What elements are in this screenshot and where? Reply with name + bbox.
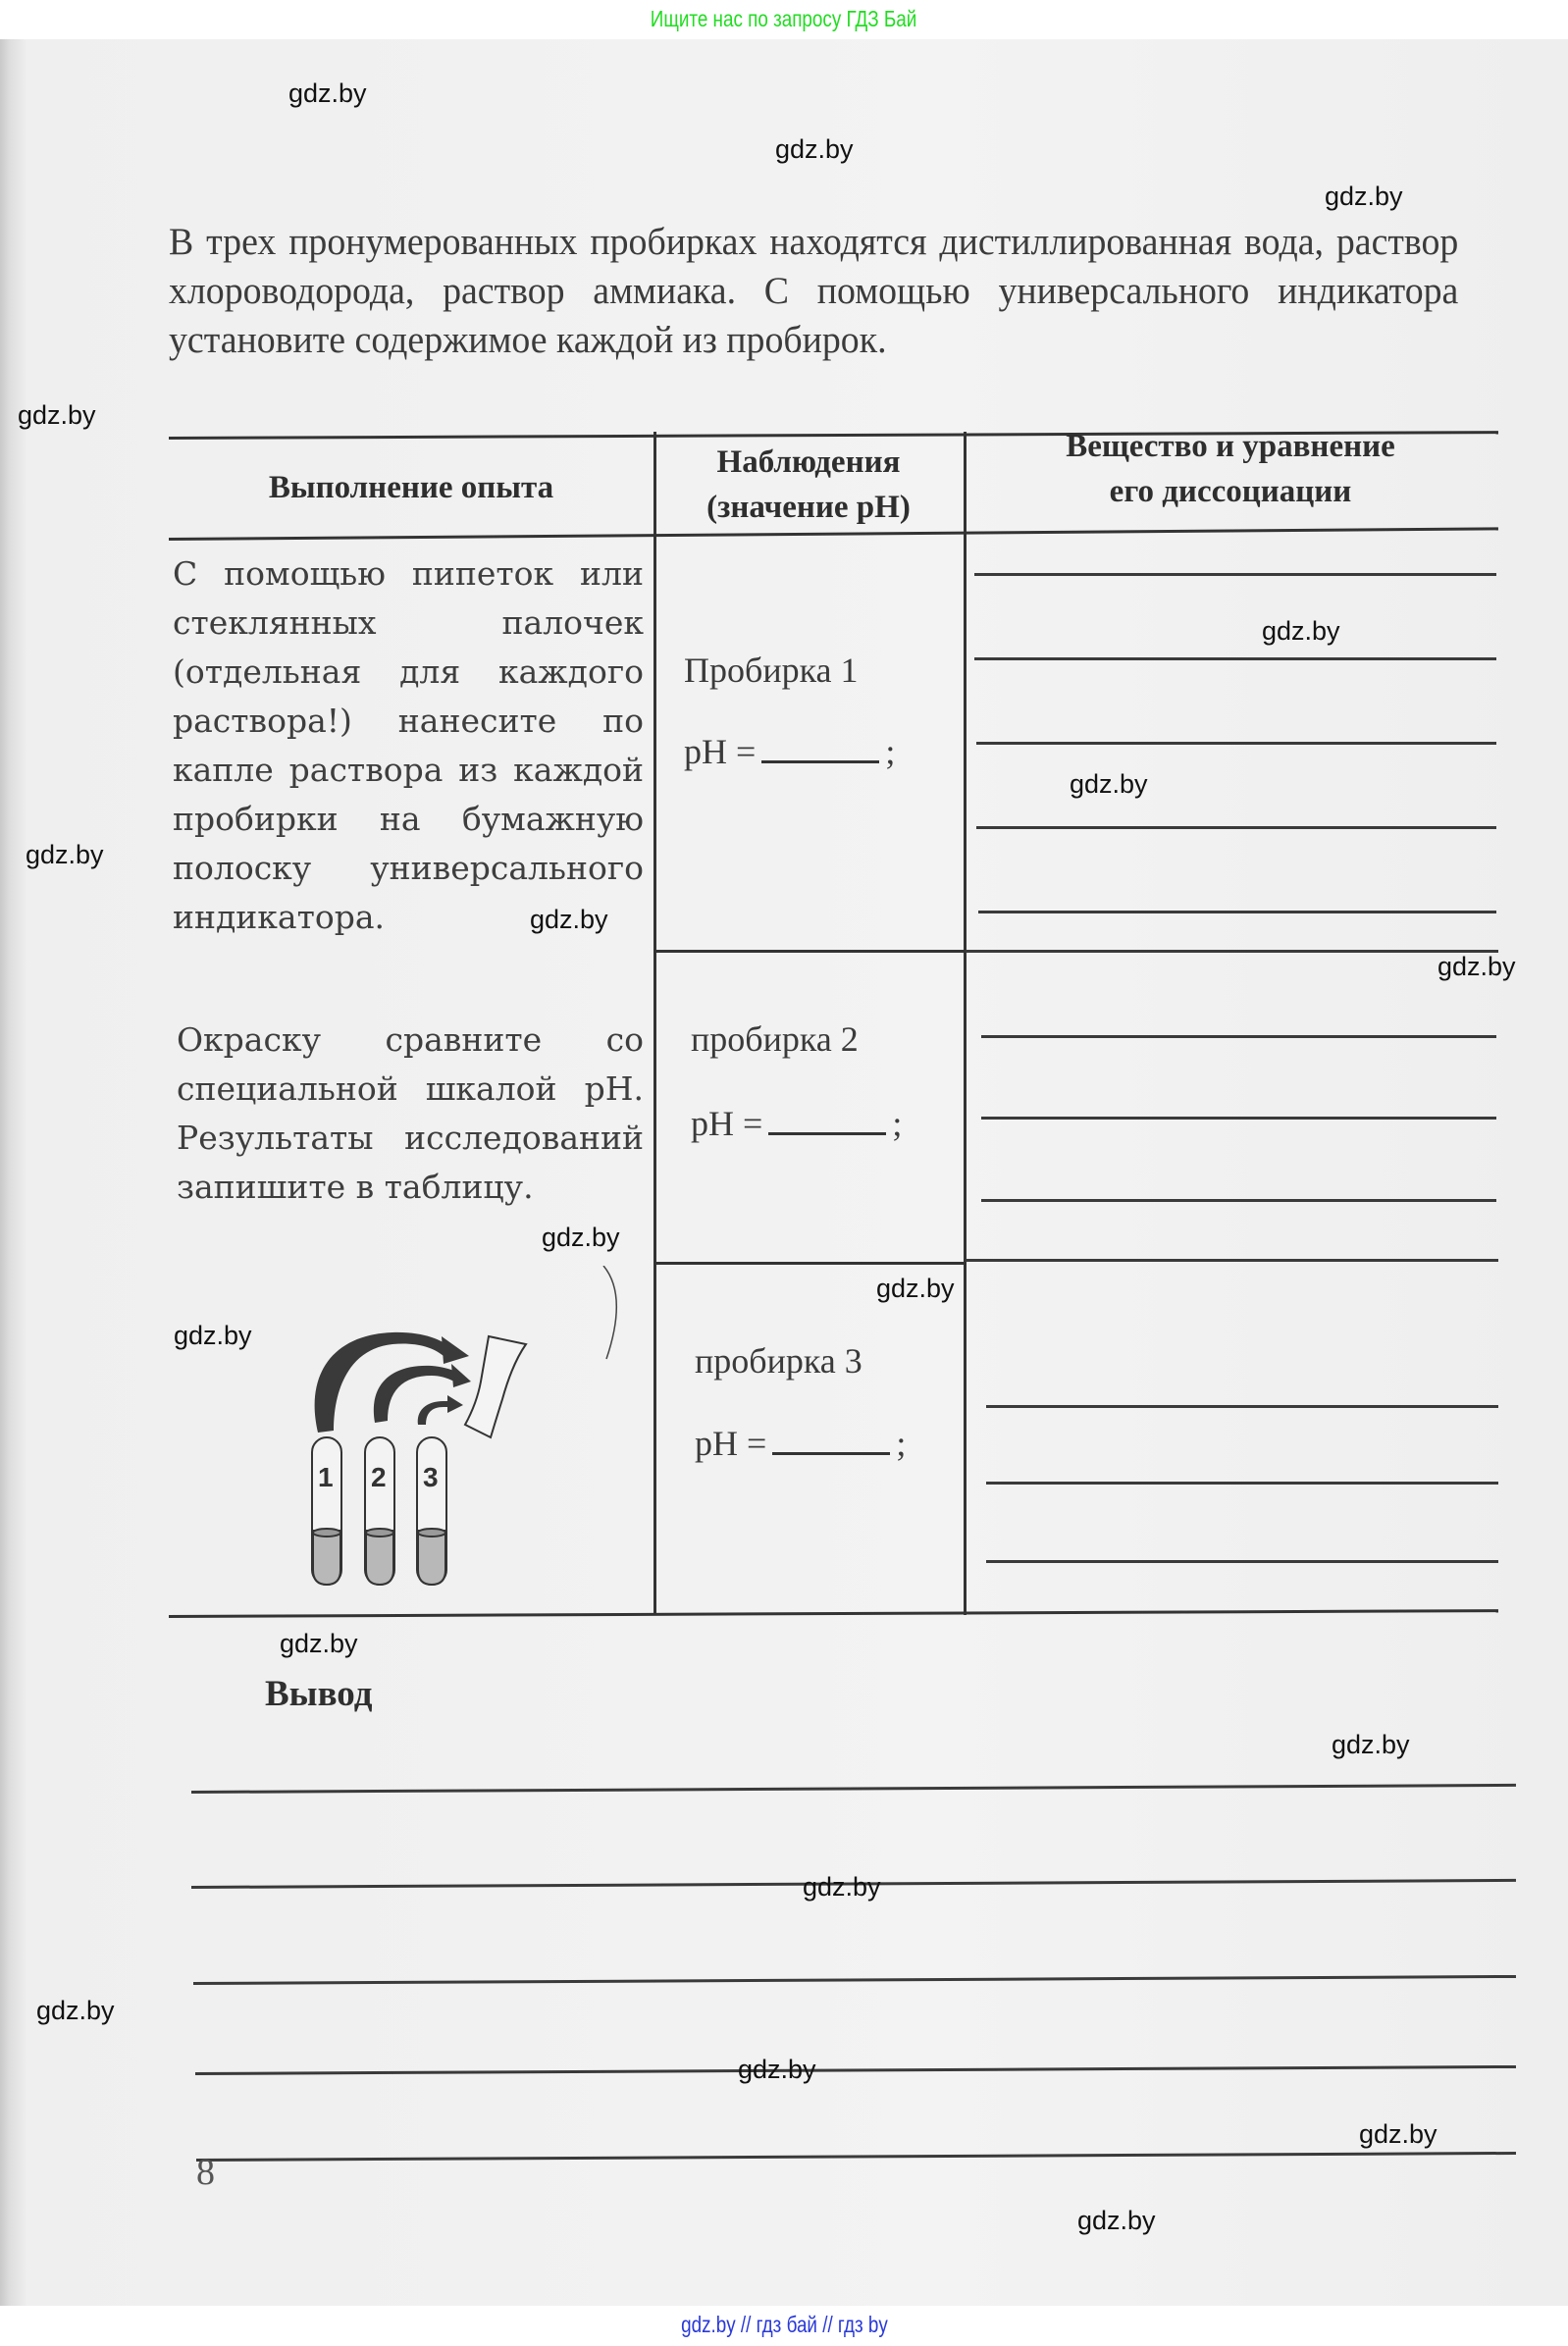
task-intro-text: В трех пронумерованных пробирках находятся дистиллированная вода, раствор хлороводорода, раствор аммиака. С помощью универсального индикатора установите содержимое каждой из пробирок. bbox=[169, 221, 1459, 361]
header-substance bbox=[966, 424, 1495, 514]
watermark: gdz.by bbox=[1077, 2206, 1156, 2235]
header-observations bbox=[653, 440, 964, 530]
ph-label: pH = bbox=[695, 1424, 767, 1463]
header-procedure: Выполнение опыта bbox=[268, 470, 554, 505]
answer-line[interactable] bbox=[978, 911, 1496, 913]
test-tubes-illustration bbox=[294, 1266, 648, 1599]
watermark: gdz.by bbox=[26, 840, 104, 869]
header-substance-line1: Вещество и уравнение bbox=[1066, 429, 1395, 464]
table-col-divider-1 bbox=[653, 432, 656, 1615]
answer-line[interactable] bbox=[981, 1199, 1496, 1202]
tube-3-label: пробирка 3 bbox=[695, 1341, 862, 1381]
ph-1-input[interactable] bbox=[761, 733, 879, 763]
watermark: gdz.by bbox=[1070, 769, 1148, 799]
arrow-icon bbox=[315, 1332, 471, 1433]
ph-label: pH = bbox=[691, 1104, 763, 1143]
procedure-instructions-2: Окраску сравните со специальной шкалой pH. Результаты исследований запишите в таблицу. bbox=[177, 1020, 644, 1206]
watermark: gdz.by bbox=[803, 1872, 881, 1902]
tube-1-ph bbox=[684, 731, 895, 772]
answer-line[interactable] bbox=[974, 657, 1496, 660]
tube-number-2: 2 bbox=[371, 1462, 387, 1492]
tube-number-3: 3 bbox=[423, 1462, 439, 1492]
ph-label: pH = bbox=[684, 732, 757, 771]
watermark: gdz.by bbox=[738, 2055, 816, 2084]
watermark: gdz.by bbox=[1359, 2119, 1437, 2149]
tube-2-ph bbox=[691, 1103, 902, 1144]
tube-1-label: Пробирка 1 bbox=[684, 651, 859, 690]
top-banner bbox=[0, 0, 1568, 39]
watermark: gdz.by bbox=[542, 1223, 620, 1252]
watermark: gdz.by bbox=[174, 1321, 252, 1350]
conclusion-heading: Вывод bbox=[265, 1674, 373, 1714]
ph-end: ; bbox=[896, 1424, 907, 1463]
ph-3-input[interactable] bbox=[772, 1425, 890, 1455]
answer-line[interactable] bbox=[981, 1035, 1496, 1038]
answer-line[interactable] bbox=[976, 742, 1496, 745]
watermark: gdz.by bbox=[36, 1996, 115, 2025]
watermark: gdz.by bbox=[876, 1274, 955, 1303]
answer-line[interactable] bbox=[966, 950, 1498, 953]
tube-number-1: 1 bbox=[318, 1462, 334, 1492]
bottom-banner bbox=[0, 2306, 1568, 2346]
procedure-instructions-1: С помощью пипеток или стеклянных палочек (отдельная для каждого раствора!) нанесите по капле раствора из каждой пробирки на бумажную полоску универсального индикатора. bbox=[173, 554, 644, 936]
watermark: gdz.by bbox=[1437, 952, 1516, 981]
watermark: gdz.by bbox=[530, 905, 608, 934]
row-divider-1 bbox=[653, 950, 966, 953]
test-tube-icons bbox=[312, 1437, 446, 1585]
watermark: gdz.by bbox=[775, 134, 854, 164]
top-banner-text[interactable]: Ищите нас по запросу ГДЗ Бай bbox=[651, 6, 917, 31]
answer-line[interactable] bbox=[974, 573, 1496, 576]
answer-line[interactable] bbox=[981, 1117, 1496, 1120]
bottom-banner-links[interactable]: gdz.by // гдз бай // гдз by bbox=[680, 2312, 888, 2337]
answer-line[interactable] bbox=[976, 826, 1496, 829]
watermark: gdz.by bbox=[280, 1629, 358, 1658]
watermark: gdz.by bbox=[1325, 182, 1403, 211]
row-divider-2 bbox=[653, 1262, 966, 1265]
indicator-strip-icon bbox=[465, 1336, 526, 1437]
watermark: gdz.by bbox=[18, 400, 96, 430]
tube-2-label: пробирка 2 bbox=[691, 1019, 859, 1059]
table-col-divider-2 bbox=[964, 432, 967, 1615]
page-number: 8 bbox=[196, 2152, 215, 2193]
answer-line[interactable] bbox=[986, 1405, 1498, 1408]
header-observations-line1: Наблюдения bbox=[716, 444, 901, 480]
watermark: gdz.by bbox=[288, 78, 367, 108]
watermark: gdz.by bbox=[1262, 616, 1340, 646]
answer-line[interactable] bbox=[986, 1482, 1498, 1485]
ph-end: ; bbox=[885, 732, 896, 771]
header-observations-line2: (значение pH) bbox=[706, 490, 911, 525]
watermark: gdz.by bbox=[1332, 1730, 1410, 1759]
ph-2-input[interactable] bbox=[768, 1105, 886, 1135]
tube-3-ph bbox=[695, 1423, 906, 1464]
header-substance-line2: его диссоциации bbox=[1109, 474, 1352, 509]
answer-line[interactable] bbox=[966, 1259, 1498, 1262]
answer-line[interactable] bbox=[986, 1560, 1498, 1563]
ph-end: ; bbox=[892, 1104, 903, 1143]
